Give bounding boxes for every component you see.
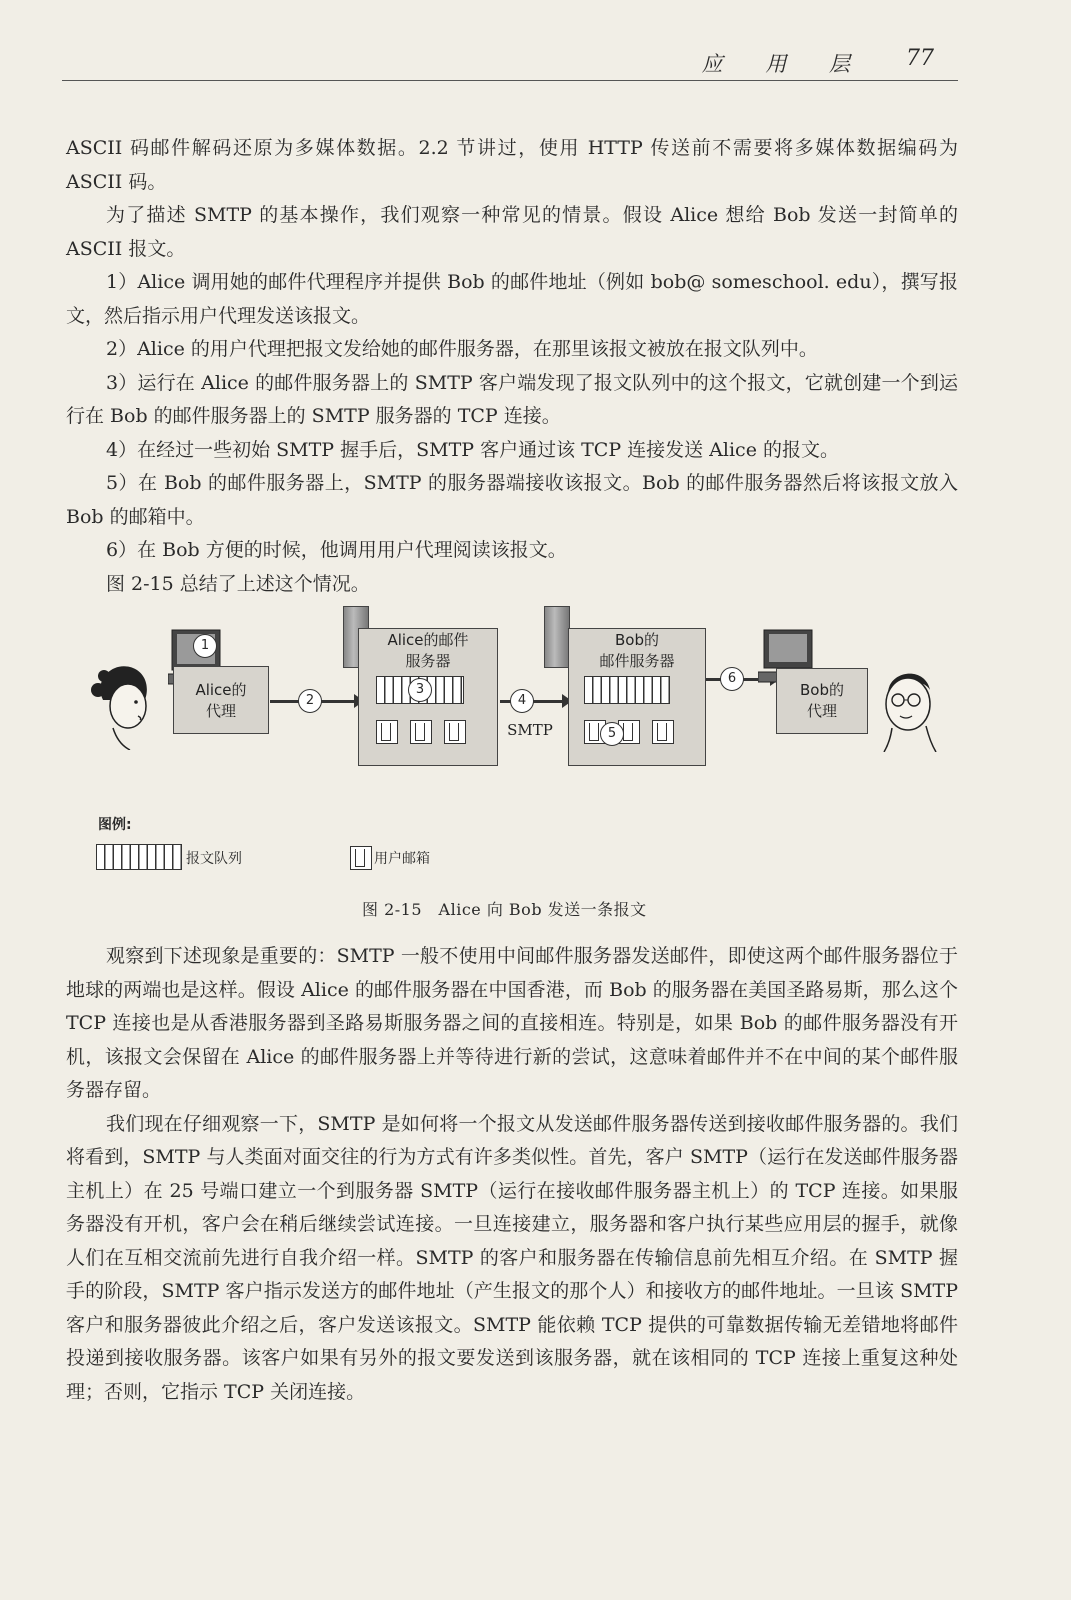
legend-mailbox-label: 用户邮箱 [374,851,430,867]
legend-queue-icon [96,844,182,870]
paragraph: ASCII 码邮件解码还原为多媒体数据。2.2 节讲过，使用 HTTP 传送前不需要将多媒体数据编码为 ASCII 码。 [66,137,958,193]
alice-mail-server-label: Alice的邮件 服务器 [387,631,469,670]
alice-agent-label: Alice的 代理 [195,681,247,720]
mailbox-icon [376,720,398,744]
page-header [62,44,958,81]
bottom-text-block [66,940,958,1409]
mailbox-icon [444,720,466,744]
section-title: 应 用 层 [701,52,868,76]
step-circle-6: 6 [720,667,744,691]
step-circle-3: 3 [408,678,432,702]
bob-mail-server-label: Bob的 邮件服务器 [599,631,675,670]
step-circle-4: 4 [510,689,534,713]
bob-message-queue [584,676,670,704]
top-text-block [66,132,958,601]
step-item: 6）在 Bob 方便的时候，他调用用户代理阅读该报文。 [106,539,567,561]
legend-queue-label: 报文队列 [186,851,242,867]
step-item: 1）Alice 调用她的邮件代理程序并提供 Bob 的邮件地址（例如 bob@ someschool. edu），撰写报文，然后指示用户代理发送该报文。 [66,271,958,327]
bob-agent-label: Bob的 代理 [800,681,844,720]
step-item: 2）Alice 的用户代理把报文发给她的邮件服务器，在那里该报文被放在报文队列中。 [106,338,818,360]
mailbox-icon [652,720,674,744]
legend-title: 图例: [98,817,132,833]
step-circle-1: 1 [193,634,217,658]
bob-server-tower-icon [544,606,570,668]
step-item: 3）运行在 Alice 的邮件服务器上的 SMTP 客户端发现了报文队列中的这个报文，它就创建一个到运行在 Bob 的邮件服务器上的 SMTP 服务器的 TCP 连接。 [66,371,958,427]
smtp-label: SMTP [507,721,553,739]
bob-person-icon [870,662,942,752]
figure-2-15 [60,598,960,928]
page-number: 77 [906,46,934,71]
figure-caption: 图 2-15 Alice 向 Bob 发送一条报文 [362,900,647,919]
alice-person-icon [88,660,158,750]
step-circle-2: 2 [298,689,322,713]
paragraph: 图 2-15 总结了上述这个情况。 [106,572,370,595]
step-circle-5: 5 [600,722,624,746]
paragraph: 为了描述 SMTP 的基本操作，我们观察一种常见的情景。假设 Alice 想给 Bob 发送一封简单的 ASCII 报文。 [66,204,958,260]
step-item: 5）在 Bob 的邮件服务器上，SMTP 的服务器端接收该报文。Bob 的邮件服务器然后将该报文放入 Bob 的邮箱中。 [66,472,958,528]
step-item: 4）在经过一些初始 SMTP 握手后，SMTP 客户通过该 TCP 连接发送 Alice 的报文。 [106,438,839,461]
mailbox-icon [410,720,432,744]
legend-mailbox-icon [350,846,372,870]
paragraph: 我们现在仔细观察一下，SMTP 是如何将一个报文从发送邮件服务器传送到接收邮件服务器的。我们将看到，SMTP 与人类面对面交往的行为方式有许多类似性。首先，客户 SMTP（运行在发送邮件服务器主机上）在 25 号端口建立一个到服务器 SMTP（运行在接收邮件服务器主机上）的 TCP 连接。如果服务器没有开机，客户会在稍后继续尝试连接。一旦连接建立，服务器和客户执行某些应用层的握手，就像人们在互相交流前先进行自我介绍一样。SMTP 的客户和服务器在传输信息前先相互介绍。在 SMTP 握手的阶段，SMTP 客户指示发送方的邮件地址（产生报文的那个人）和接收方的邮件地址。一旦该 SMTP 客户和服务器彼此介绍之后，客户发送该报文。SMTP 能依赖 TCP 提供的可靠数据传输无差错地将邮件投递到接收服务器。该客户如果有另外的报文要发送到该服务器，就在该相同的 TCP 连接上重复这种处理；否则，它指示 TCP 关闭连接。 [66,1112,958,1403]
paragraph: 观察到下述现象是重要的：SMTP 一般不使用中间邮件服务器发送邮件，即使这两个邮件服务器位于地球的两端也是这样。假设 Alice 的邮件服务器在中国香港，而 Bob 的服务器在美国圣路易斯，那么这个 TCP 连接也是从香港服务器到圣路易斯服务器之间的直接相连。特别是，如果 Bob 的邮件服务器没有开机，该报文会保留在 Alice 的邮件服务器上并等待进行新的尝试，这意味着邮件并不在中间的某个邮件服务器存留。 [66,945,958,1101]
